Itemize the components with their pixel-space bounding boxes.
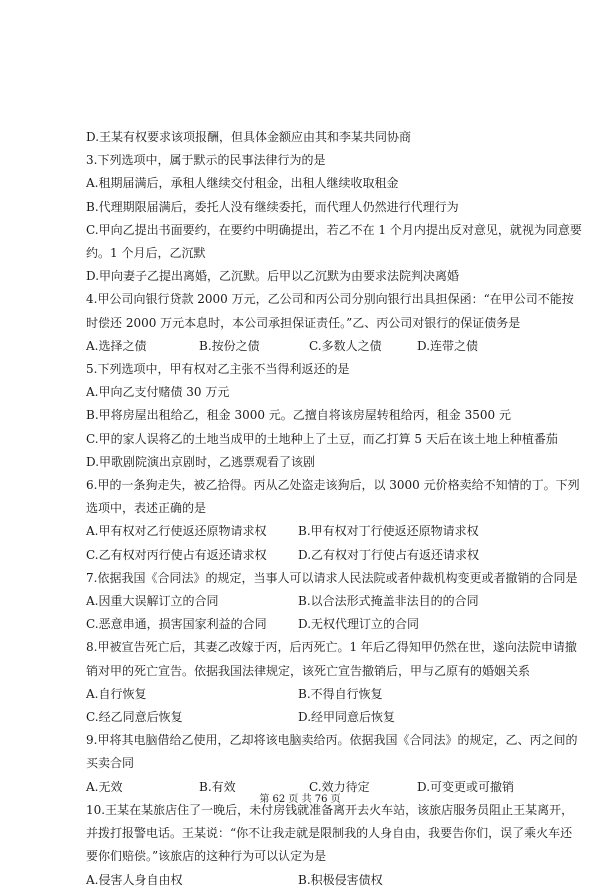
option-d: D.甲向妻子乙提出离婚，乙沉默。后甲以乙沉默为由要求法院判决离婚	[86, 269, 460, 284]
option-b: B.甲有权对丁行使返还原物请求权	[298, 524, 479, 539]
options-row	[86, 520, 526, 543]
document-body	[86, 126, 582, 892]
question-10: 10.王某在某旅店住了一晚后，未付房钱就准备离开去火车站，该旅店服务员阻止王某离开，	[86, 802, 574, 817]
options-row	[86, 544, 526, 567]
option-d: D.经甲同意后恢复	[298, 710, 396, 725]
page-number: 第 62 页 共 76 页	[259, 794, 341, 805]
option-c: C.效力待定	[309, 779, 370, 794]
option-c: C.多数人之债	[309, 338, 382, 353]
option-d: D.连带之债	[417, 338, 479, 353]
option-c: C.乙有权对丙行使占有返还请求权	[86, 547, 267, 562]
option-a: A.无效	[86, 779, 123, 794]
option-d: D.可变更或可撤销	[417, 779, 515, 794]
question-8: 8.甲被宣告死亡后，其妻乙改嫁于丙，后丙死亡。1 年后乙得知甲仍然在世，遂向法院申请撤	[86, 640, 577, 655]
question-5: 5.下列选项中，甲有权对乙主张不当得利返还的是	[86, 362, 350, 377]
option-a: A.租期届满后，承租人继续交付租金，出租人继续收取租金	[86, 176, 399, 191]
option-b: B.按份之债	[199, 338, 260, 353]
options-row	[86, 613, 526, 636]
options-row	[86, 869, 526, 892]
option-line: D.王某有权要求该项报酬，但具体金额应由其和李某共同协商	[86, 130, 412, 144]
options-row	[86, 335, 526, 358]
option-a: A.因重大误解订立的合同	[86, 594, 219, 609]
option-b: B.甲将房屋出租给乙，租金 3000 元。乙擅自将该房屋转租给丙，租金 3500 元	[86, 408, 511, 423]
question-6: 6.甲的一条狗走失，被乙拾得。丙从乙处盗走该狗后，以 3000 元价格卖给不知情的丁。下列	[86, 478, 580, 493]
options-row	[86, 683, 526, 706]
options-row	[86, 706, 526, 729]
question-4: 4.甲公司向银行贷款 2000 万元，乙公司和丙公司分别向银行出具担保函：“在甲公司不能按	[86, 292, 574, 307]
question-7: 7.依据我国《合同法》的规定，当事人可以请求人民法院或者仲裁机构变更或者撤销的合同是	[86, 570, 578, 585]
option-b: B.不得自行恢复	[298, 686, 383, 701]
question-4-cont: 时偿还 2000 万元本息时，本公司承担保证责任。”乙、丙公司对银行的保证债务是	[86, 315, 521, 330]
option-c: C.恶意串通，损害国家利益的合同	[86, 617, 267, 632]
option-b: B.以合法形式掩盖非法目的的合同	[298, 594, 479, 609]
option-d: D.甲歌剧院演出京剧时，乙逃票观看了该剧	[86, 454, 316, 469]
question-8-cont: 销对甲的死亡宣告。依据我国法律规定，该死亡宣告撤销后，甲与乙原有的婚姻关系	[86, 663, 531, 678]
option-b: B.代理期限届满后，委托人没有继续委托，而代理人仍然进行代理行为	[86, 199, 459, 214]
option-a: A.甲有权对乙行使返还原物请求权	[86, 524, 267, 539]
option-a: A.自行恢复	[86, 686, 147, 701]
option-c: C.经乙同意后恢复	[86, 710, 183, 725]
option-d: D.乙有权对丁行使占有返还请求权	[298, 547, 480, 562]
option-c: C.甲向乙提出书面要约，在要约中明确提出，若乙不在 1 个月内提出反对意见，就视为同意要	[86, 222, 582, 237]
option-c-cont: 约。1 个月后，乙沉默	[86, 246, 206, 261]
question-9: 9.甲将其电脑借给乙使用，乙却将该电脑卖给丙。依据我国《合同法》的规定，乙、丙之间的	[86, 733, 578, 748]
options-row	[86, 590, 526, 613]
option-c: C.甲的家人误将乙的土地当成甲的土地种上了土豆，而乙打算 5 天后在该土地上种植番茄	[86, 431, 558, 446]
option-a: A.侵害人身自由权	[86, 872, 183, 887]
question-9-cont: 买卖合同	[86, 756, 135, 771]
option-a: A.甲向乙支付赌债 30 万元	[86, 385, 230, 400]
option-b: B.有效	[199, 779, 236, 794]
question-10-cont: 要你们赔偿。”该旅店的这种行为可以认定为是	[86, 849, 327, 864]
question-3: 3.下列选项中，属于默示的民事法律行为的是	[86, 153, 326, 168]
option-b: B.积极侵害债权	[298, 872, 383, 887]
question-10-cont: 并拨打报警电话。王某说：“你不让我走就是限制我的人身自由，我要告你们，误了乘火车还	[86, 826, 573, 841]
question-6-cont: 选项中，表述正确的是	[86, 501, 207, 516]
option-a: A.选择之债	[86, 338, 147, 353]
option-d: D.无权代理订立的合同	[298, 617, 420, 632]
